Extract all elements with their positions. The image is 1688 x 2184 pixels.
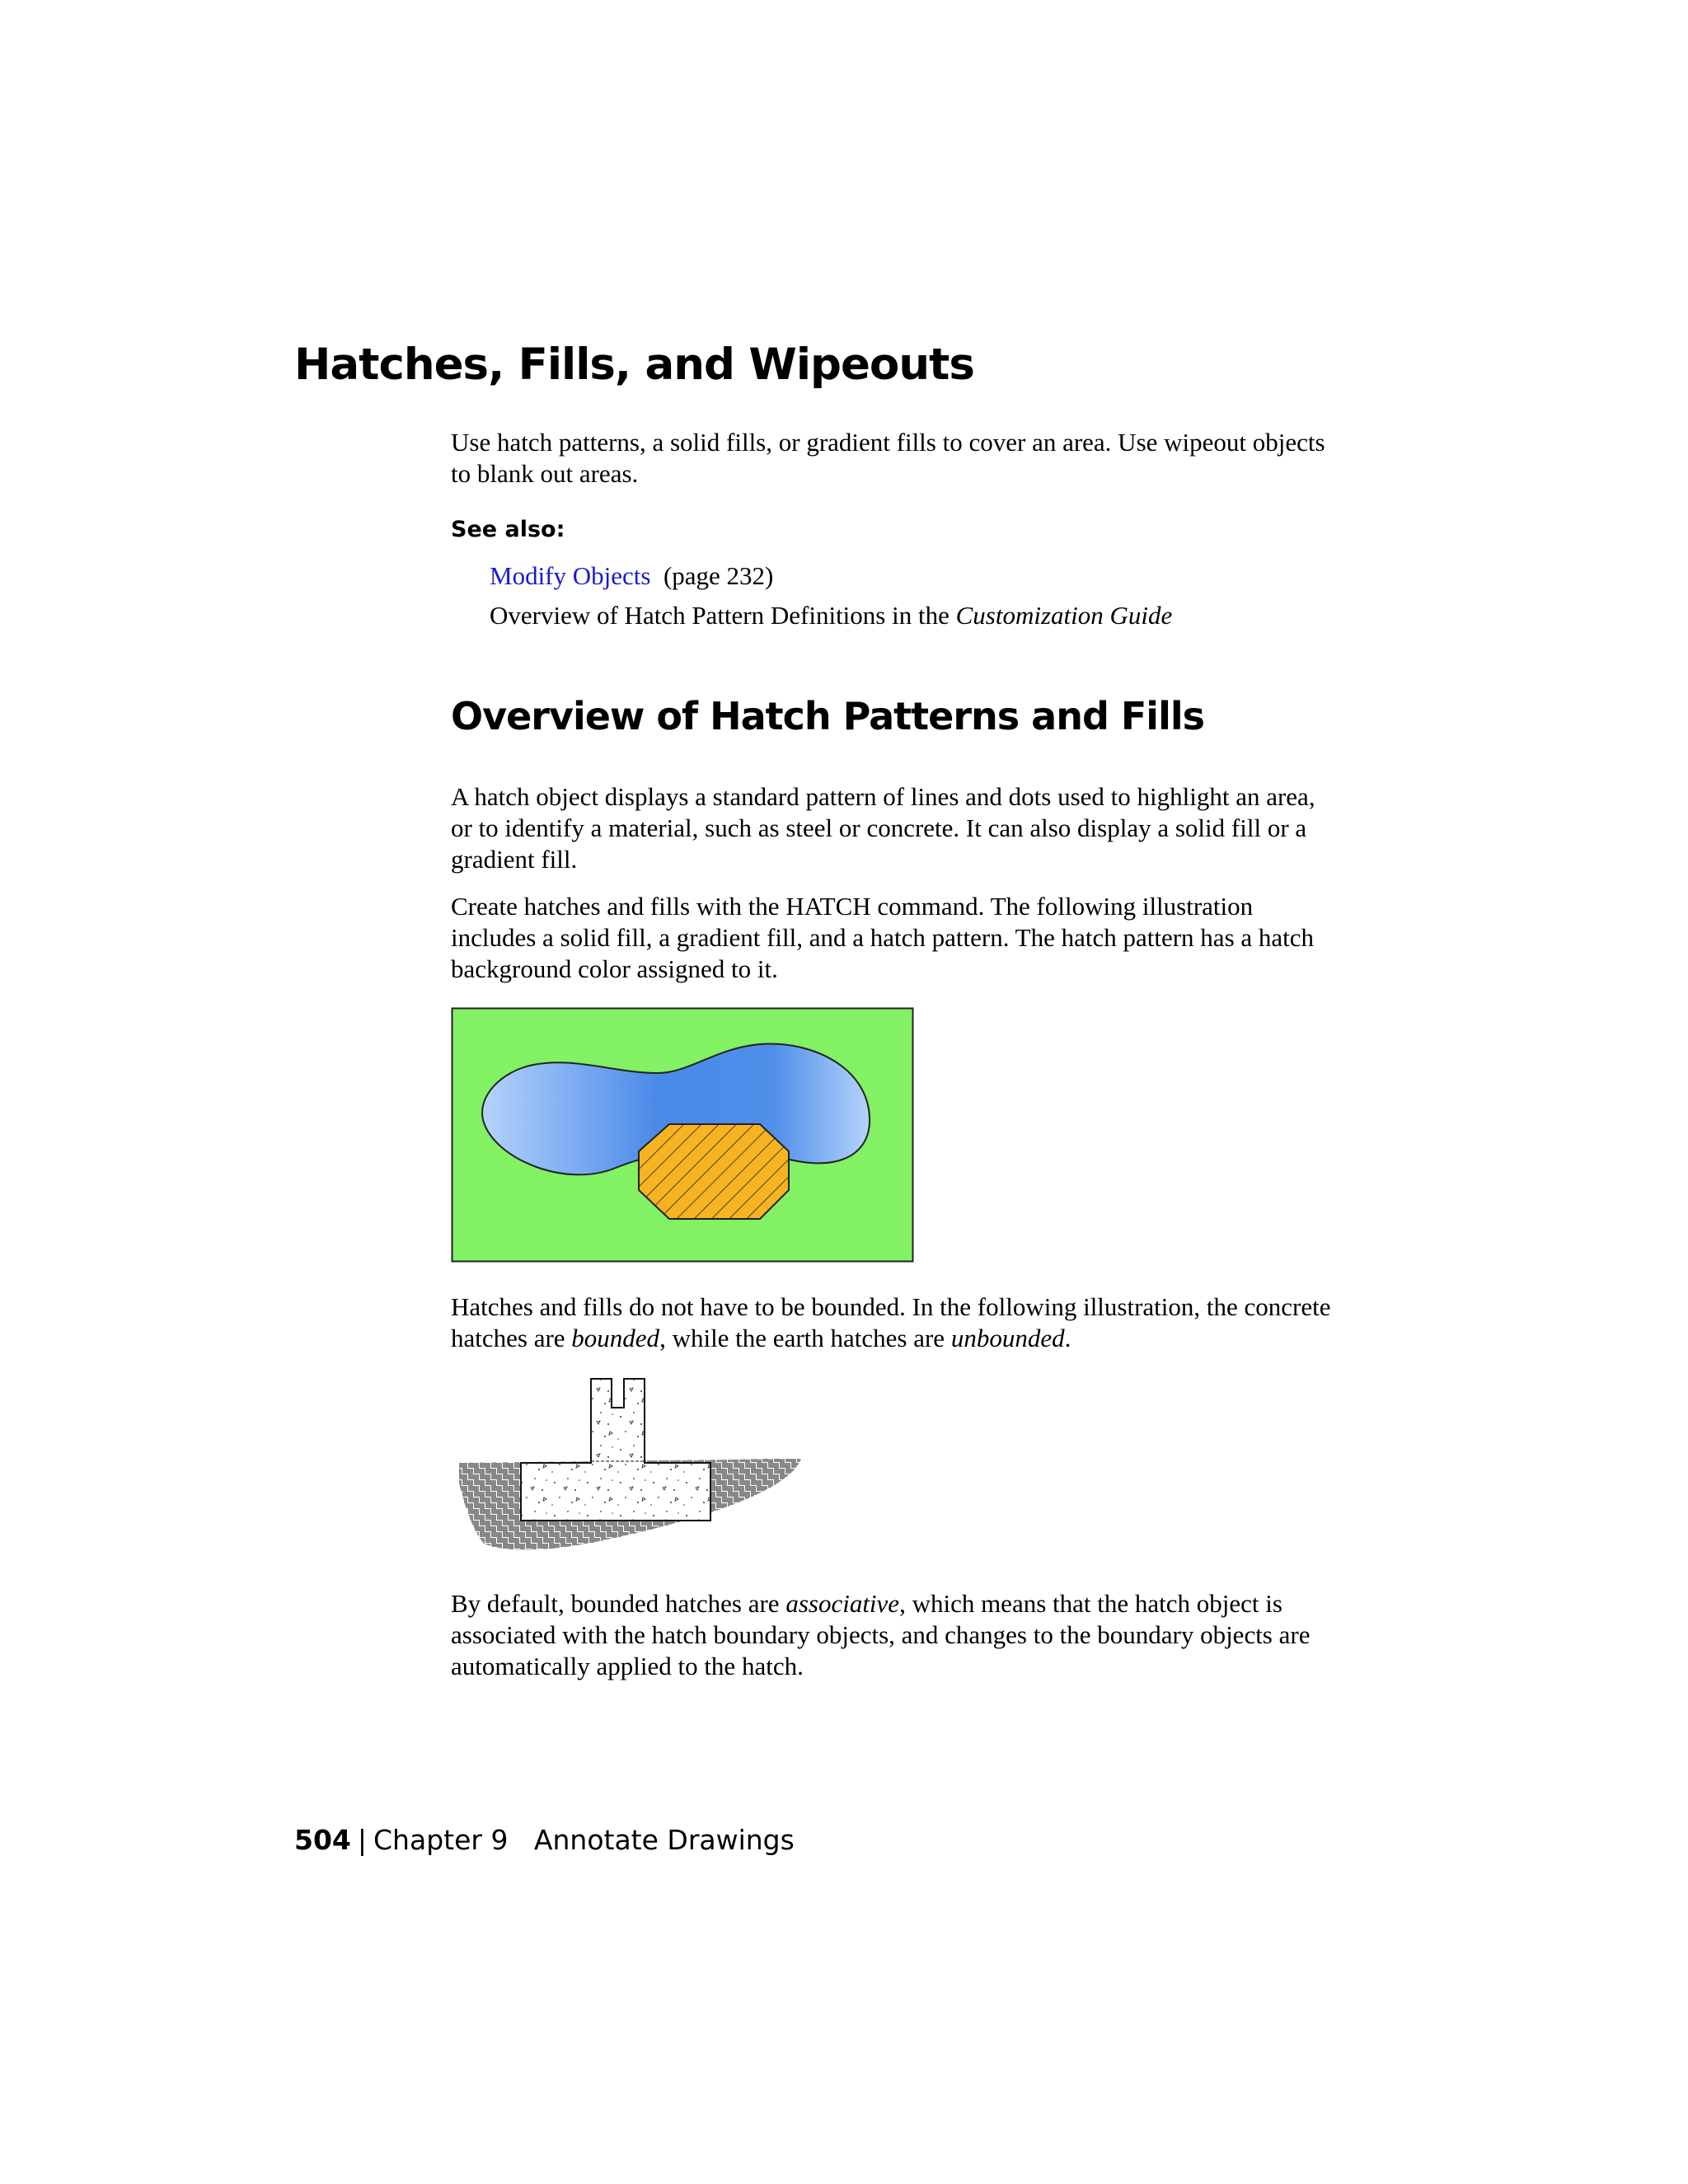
see-also-item-modify-objects [490, 560, 773, 592]
modify-objects-page-ref: (page 232) [663, 561, 774, 590]
footer-separator: | [357, 1824, 368, 1856]
section-heading: Overview of Hatch Patterns and Fills [451, 694, 1204, 738]
term-unbounded: unbounded [950, 1324, 1065, 1352]
intro-paragraph: Use hatch patterns, a solid fills, or gradient fills to cover an area. Use wipeout objects to blank out areas. [451, 428, 1325, 488]
concrete-footing [521, 1379, 710, 1521]
modify-objects-link[interactable]: Modify Objects [490, 561, 651, 590]
page-heading: Hatches, Fills, and Wipeouts [294, 340, 974, 390]
see-also-item-text: Overview of Hatch Pattern Definitions in the [490, 601, 956, 630]
footer-chapter: Chapter 9 [373, 1824, 509, 1856]
fill-types-illustration [451, 1007, 914, 1263]
see-also-heading: See also: [451, 517, 565, 542]
paragraph-hatch-command: Create hatches and fills with the HATCH command. The following illustration includes a solid fill, a gradient fill, and a hatch pattern. The hatch pattern has a hatch background color assigned to it. [451, 892, 1315, 983]
paragraph-bounded-hatches: Hatches and fills do not have to be bounded. In the following illustration, the concrete hatches are bounded, while the earth hatches are unbounded. [451, 1292, 1331, 1352]
paragraph-associative-hatches: By default, bounded hatches are associative, which means that the hatch object is associated with the hatch boundary objects, and changes to the boundary objects are automatically applied to the hatch. [451, 1589, 1311, 1680]
footer-chapter-title: Annotate Drawings [533, 1824, 795, 1856]
customization-guide-title: Customization Guide [955, 601, 1173, 630]
page-footer [294, 1824, 795, 1857]
term-associative: associative [785, 1589, 900, 1618]
see-also-item-hatch-definitions [490, 600, 1172, 631]
page-number: 504 [294, 1824, 351, 1856]
bounded-unbounded-illustration [451, 1376, 805, 1554]
term-bounded: bounded [571, 1324, 660, 1352]
paragraph-hatch-object: A hatch object displays a standard pattern of lines and dots used to highlight an area, or to identify a material, such as steel or concrete. It can also display a solid fill or a gradient fill. [451, 782, 1315, 874]
hatch-pattern-shape [639, 1124, 789, 1219]
